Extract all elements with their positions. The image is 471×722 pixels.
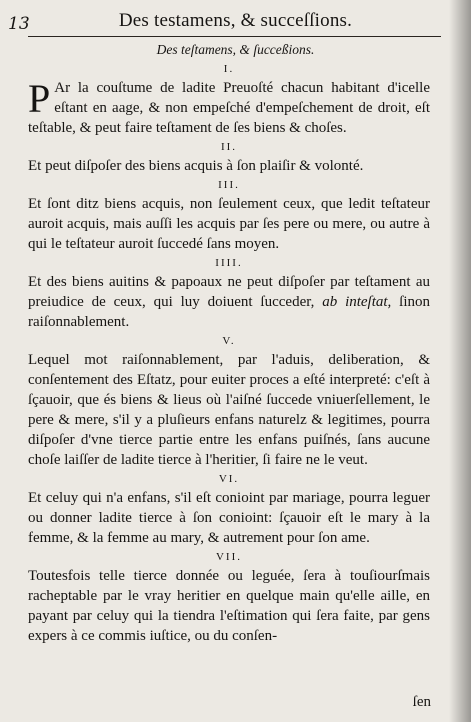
paragraph-text: Ar la couſtume de ladite Preuoſté chacun habitant d'icelle eſtant en aage, & non empeſché d'empeſchement de droit, eſt teſtable, & peut faire teſtament de ſes biens & choſes. [28,80,430,136]
latin-phrase: ab inteſtat, [322,294,392,310]
paragraph-text: Lequel mot raiſonnablement, par l'aduis, deliberation, & conſentement des Eſtatz, pour euiter proces a eſté interpreté: c'eſt à ſçauoir, que és biens & lieus où l'aiſné ſuccede vniuerſellement, le pere & mere, s'il y a pluſieurs enfans naturelz & legitimes, pourra diſpoſer d'vne tierce partie entre les enfans puiſnés, ſans aucune choſe laiſſer de ladite tierce à l'heritier, ſi faire ne le veut. [28,352,430,468]
paragraph-text: Et ſont ditz biens acquis, non ſeulement ceux, que ledit teſtateur auroit acquis, mais auſſi les acquis par ſes pere ou mere, ou autre à qui le teſtateur auroit ſuccedé ſans moyen. [28,196,430,252]
page-edge-shadow [449,0,471,722]
paragraph-text: Et peut diſpoſer des biens acquis à ſon plaiſir & volonté. [28,158,364,174]
article-paragraph [28,156,430,176]
drop-cap: P [28,76,51,121]
article-numeral: V. [222,335,236,347]
article-paragraph [28,488,430,548]
article-numeral: I. [223,63,235,75]
running-title: Des testamens, & succeſſions. [118,10,353,31]
article-paragraph [28,78,430,138]
article-paragraph [28,272,430,332]
article-numeral: III. [218,179,240,191]
paragraph-text: Toutesfois telle tierce donnée ou leguée, ſera à touſiourſmais racheptable par le vray heritier en quelque main qu'elle aille, en payant par celuy qui la tiendra l'eſtimation qui ſera faite, par gens expers à ce commis iuſtice, ou du conſen- [28,568,430,644]
article-body [28,60,430,646]
article-paragraph [28,566,430,646]
paragraph-text: Et des biens auitins & papoaux ne peut diſpoſer par teſtament au preiudice de ceux, qui luy doiuent ſucceder, [28,274,430,310]
article-numeral: VI. [218,473,240,485]
article-paragraph [28,194,430,254]
article-paragraph [28,350,430,470]
header-rule [28,36,441,37]
section-title: Des teſtamens, & ſucceßions. [156,42,315,57]
article-numeral: IIII. [215,257,243,269]
article-numeral: VII. [215,551,243,563]
article-numeral: II. [220,141,238,153]
page-number: 13 [8,14,30,34]
catchword: ſen [412,694,431,710]
paragraph-text: Et celuy qui n'a enfans, s'il eſt conioint par mariage, pourra leguer ou donner ladite tierce à ſon conioint: ſçauoir eſt le mary à la femme, & la femme au mary, & autrement pour ſon ame. [28,490,430,546]
paragraph-text: ſinon raiſonnablement. [28,294,430,330]
